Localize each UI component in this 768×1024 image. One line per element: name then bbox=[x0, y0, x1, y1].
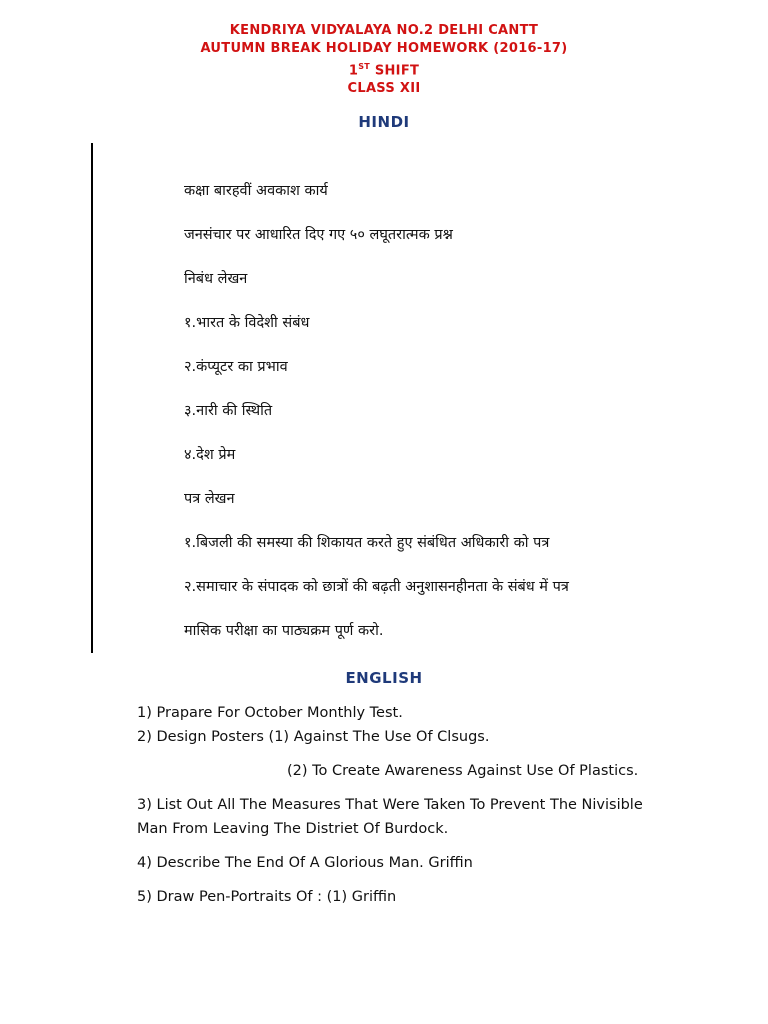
homework-title: AUTUMN BREAK HOLIDAY HOMEWORK (2016-17) bbox=[200, 41, 568, 56]
shift-label bbox=[0, 58, 768, 80]
hindi-line-syllabus: मासिक परीक्षा का पाठ्यक्रम पूर्ण करो. bbox=[184, 623, 384, 639]
shift-ordinal: ST bbox=[358, 62, 371, 71]
english-item: 1) Prapare For October Monthly Test. bbox=[137, 705, 403, 721]
hindi-line-intro: कक्षा बारहवीं अवकाश कार्य bbox=[184, 183, 328, 199]
class-label: CLASS XII bbox=[347, 81, 421, 97]
hindi-essay-item: १.भारत के विदेशी संबंध bbox=[184, 315, 310, 331]
hindi-line-questions: जनसंचार पर आधारित दिए गए ५० लघूतरात्मक प्रश्न bbox=[184, 227, 453, 243]
english-subitem: (2) To Create Awareness Against Use Of Plastics. bbox=[287, 763, 639, 779]
hindi-letter-item: १.बिजली की समस्या की शिकायत करते हुए संबंधित अधिकारी को पत्र bbox=[184, 535, 550, 551]
hindi-essay-item: २.कंप्यूटर का प्रभाव bbox=[184, 359, 288, 375]
margin-rule bbox=[91, 143, 93, 653]
hindi-section-title: HINDI bbox=[358, 113, 410, 131]
hindi-essay-item: ४.देश प्रेम bbox=[184, 447, 236, 463]
english-item: 5) Draw Pen-Portraits Of : (1) Griffin bbox=[137, 889, 397, 905]
english-item: 4) Describe The End Of A Glorious Man. Griffin bbox=[137, 855, 473, 871]
english-item: 3) List Out All The Measures That Were Taken To Prevent The Nivisible bbox=[137, 797, 643, 813]
hindi-essay-heading: निबंध लेखन bbox=[184, 271, 248, 287]
english-item-continuation: Man From Leaving The Distriet Of Burdock. bbox=[137, 821, 449, 837]
hindi-letter-heading: पत्र लेखन bbox=[184, 491, 235, 507]
english-item: 2) Design Posters (1) Against The Use Of Clsugs. bbox=[137, 729, 490, 745]
english-section-title: ENGLISH bbox=[345, 669, 423, 687]
shift-number: 1 bbox=[348, 63, 359, 79]
hindi-essay-item: ३.नारी की स्थिति bbox=[184, 403, 273, 419]
school-name: KENDRIYA VIDYALAYA NO.2 DELHI CANTT bbox=[229, 23, 539, 38]
hindi-letter-item: २.समाचार के संपादक को छात्रों की बढ़ती अनुशासनहीनता के संबंध में पत्र bbox=[184, 579, 569, 595]
document-header bbox=[0, 22, 768, 98]
shift-word: SHIFT bbox=[374, 63, 420, 79]
